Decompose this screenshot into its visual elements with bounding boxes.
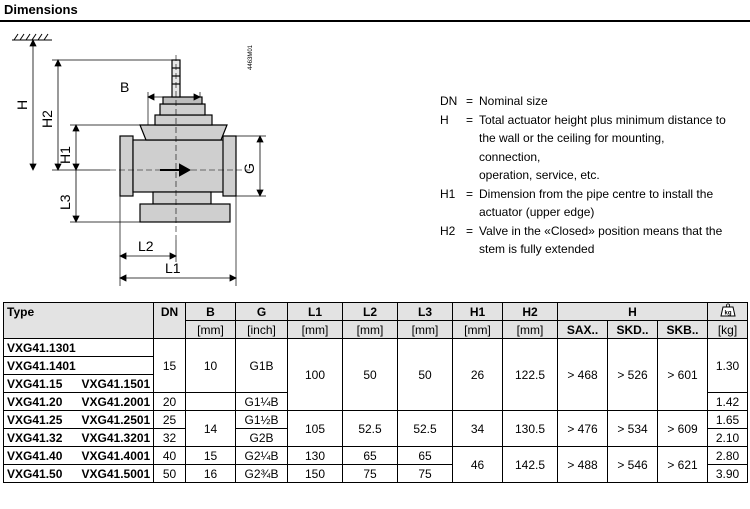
valve-dimension-drawing [0,26,440,286]
legend-item-h [440,111,729,185]
table-row [4,447,748,465]
ceiling-hatch [12,34,52,40]
h-skd-cell: > 526 [608,339,658,411]
h-skd-cell: > 546 [608,447,658,483]
b-cell: 10 [186,339,236,393]
l1-cell: 130 [288,447,343,465]
legend [440,92,729,259]
header-l1: L1 [288,303,343,321]
b-cell: 14 [186,411,236,447]
table-row [4,339,748,357]
legend-desc-line: stem is fully extended [479,242,595,256]
unit-l2: [mm] [343,321,398,339]
g-cell: G2¼B [236,447,288,465]
legend-eq: = [466,94,474,108]
legend-desc-line: the wall or the ceiling for mounting, connection, [479,131,665,164]
type-cell: VXG41.2001 [79,393,154,411]
h-skb-cell: > 609 [658,411,708,447]
dim-label-h2: H2 [39,110,55,128]
unit-l3: [mm] [398,321,453,339]
h1-cell: 26 [453,339,503,411]
dim-label-l3: L3 [57,194,73,210]
legend-desc-line: operation, service, etc. [479,168,600,182]
dim-label-b: B [120,79,130,95]
header-dn: DN [154,303,186,339]
type-cell: VXG41.1301 [4,339,79,357]
type-cell: VXG41.40 [4,447,79,465]
type-cell: VXG41.4001 [79,447,154,465]
dim-label-l2: L2 [138,238,154,254]
weight-cell: 1.30 [708,339,748,393]
valve-body [120,60,236,222]
l3-cell: 75 [398,465,453,483]
header-h1: H1 [453,303,503,321]
dn-cell: 15 [154,339,186,393]
type-cell: VXG41.32 [4,429,79,447]
l1-cell: 150 [288,465,343,483]
type-cell: VXG41.20 [4,393,79,411]
dim-label-h: H [14,99,30,110]
g-cell: G2B [236,429,288,447]
l3-cell: 50 [398,339,453,411]
dn-cell: 32 [154,429,186,447]
type-cell: VXG41.2501 [79,411,154,429]
l3-cell: 65 [398,447,453,465]
legend-item-dn [440,92,729,111]
dim-label-l1: L1 [165,260,181,276]
dim-label-h1: H1 [57,146,73,164]
h-skb-cell: > 601 [658,339,708,411]
b-cell: 15 [186,447,236,465]
type-cell: VXG41.1501 [79,375,154,393]
unit-h1: [mm] [453,321,503,339]
legend-abbr: DN [440,94,458,108]
legend-desc-line: Valve in the «Closed» position means that the [479,223,723,238]
legend-desc-line: Total actuator height plus minimum distance to [479,112,726,127]
type-cell [79,357,154,375]
type-cell: VXG41.1401 [4,357,79,375]
g-cell: G1½B [236,411,288,429]
b-cell: 16 [186,465,236,483]
l1-cell: 105 [288,411,343,447]
l2-cell: 50 [343,339,398,411]
b-cell [186,393,236,411]
dim-label-g: G [241,163,257,174]
type-cell: VXG41.15 [4,375,79,393]
l3-cell: 52.5 [398,411,453,447]
header-h-skb: SKB.. [658,321,708,339]
g-cell: G2¾B [236,465,288,483]
weight-cell: 1.42 [708,393,748,411]
g-cell: G1¼B [236,393,288,411]
legend-abbr: H [440,112,449,127]
legend-abbr: H2 [440,223,456,238]
dn-cell: 50 [154,465,186,483]
weight-cell: 3.90 [708,465,748,483]
h1-cell: 34 [453,411,503,447]
unit-g: [inch] [236,321,288,339]
weight-cell: 2.80 [708,447,748,465]
type-cell: VXG41.50 [4,465,79,483]
header-h-sax: SAX.. [558,321,608,339]
dn-cell: 40 [154,447,186,465]
header-g: G [236,303,288,321]
header-l2: L2 [343,303,398,321]
legend-eq: = [466,223,474,238]
section-title: Dimensions [0,0,750,22]
legend-eq: = [466,112,474,127]
legend-desc-line: Nominal size [479,94,548,108]
type-cell [79,339,154,357]
header-weight [708,303,748,321]
weight-icon [720,303,736,317]
h1-cell: 46 [453,447,503,483]
type-cell: VXG41.25 [4,411,79,429]
table-header-row [4,303,748,321]
header-type: Type [4,303,154,339]
legend-item-h1 [440,185,729,222]
h2-cell: 142.5 [503,447,558,483]
l2-cell: 52.5 [343,411,398,447]
unit-l1: [mm] [288,321,343,339]
header-l3: L3 [398,303,453,321]
header-b: B [186,303,236,321]
dimensions-table [3,302,748,483]
type-cell: VXG41.5001 [79,465,154,483]
legend-desc-line: Dimension from the pipe centre to install the [479,186,714,201]
h-sax-cell: > 468 [558,339,608,411]
legend-item-h2 [440,222,729,259]
type-cell: VXG41.3201 [79,429,154,447]
unit-h2: [mm] [503,321,558,339]
weight-cell: 1.65 [708,411,748,429]
legend-abbr: H1 [440,186,456,201]
table-row [4,411,748,429]
h2-cell: 130.5 [503,411,558,447]
unit-kg: [kg] [708,321,748,339]
h2-cell: 122.5 [503,339,558,411]
svg-text:kg: kg [724,310,732,317]
g-cell: G1B [236,339,288,393]
dn-cell: 25 [154,411,186,429]
legend-eq: = [466,186,474,201]
l1-cell: 100 [288,339,343,411]
h-sax-cell: > 476 [558,411,608,447]
l2-cell: 65 [343,447,398,465]
header-h: H [558,303,708,321]
dn-cell: 20 [154,393,186,411]
h-skd-cell: > 534 [608,411,658,447]
drawing-ref-code: 4463M01 [248,44,254,70]
h-sax-cell: > 488 [558,447,608,483]
legend-desc-line: actuator (upper edge) [479,205,595,219]
h-skb-cell: > 621 [658,447,708,483]
l2-cell: 75 [343,465,398,483]
weight-cell: 2.10 [708,429,748,447]
header-h-skd: SKD.. [608,321,658,339]
unit-b: [mm] [186,321,236,339]
header-h2: H2 [503,303,558,321]
